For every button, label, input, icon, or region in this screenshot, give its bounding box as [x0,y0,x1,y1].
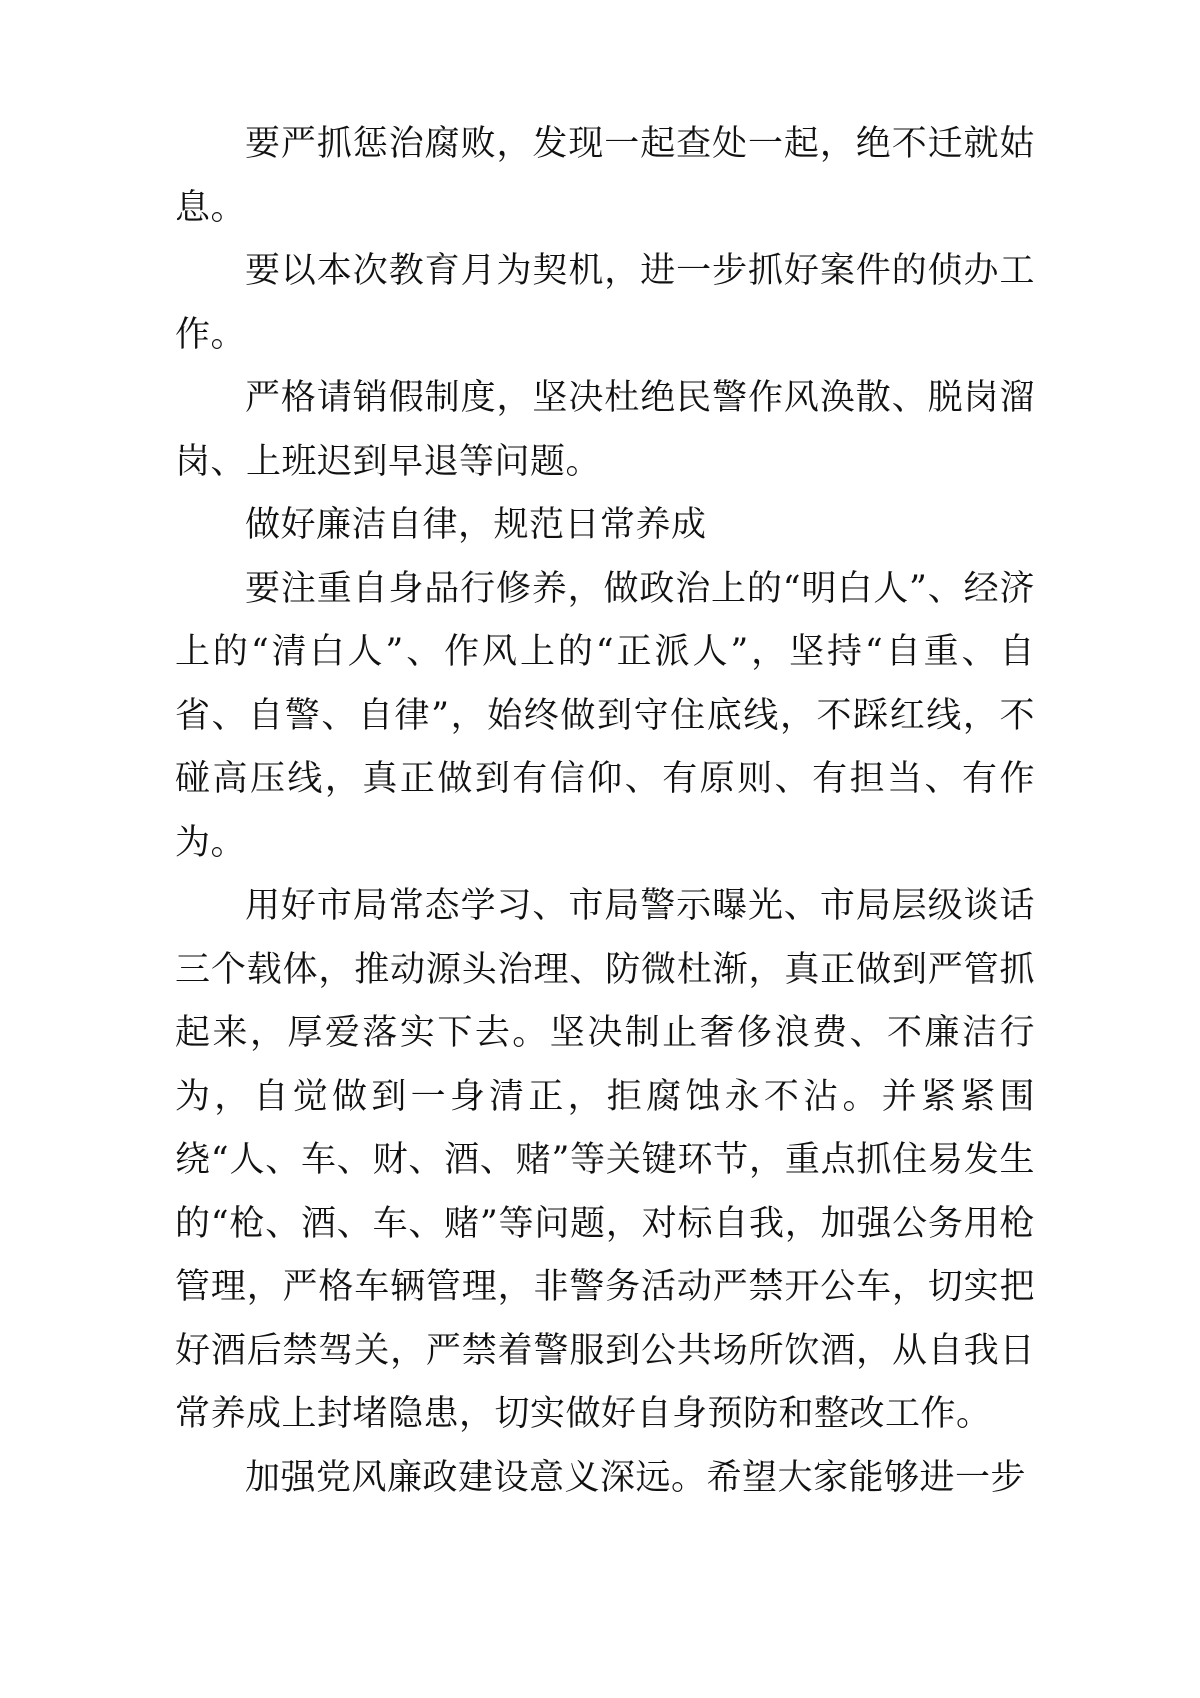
paragraph-2: 要以本次教育月为契机，进一步抓好案件的侦办工作。 [175,251,1035,355]
paragraph-5: 用好市局常态学习、市局警示曝光、市局层级谈话三个载体，推动源头治理、防微杜渐，真正做到严管抓起来，厚爱落实下去。坚决制止奢侈浪费、不廉洁行为，自觉做到一身清正，拒腐蚀永不沾。并紧紧围绕“人、车、财、酒、赌”等关键环节，重点抓住易发生的“枪、酒、车、赌”等问题，对标自我，加强公务用枪管理，严格车辆管理，非警务活动严禁开公车，切实把好酒后禁驾关，严禁着警服到公共场所饮酒，从自我日常养成上封堵隐患，切实做好自身预防和整改工作。 [175,886,1035,1434]
paragraph-4: 要注重自身品行修养，做政治上的“明白人”、经济上的“清白人”、作风上的“正派人”，坚持“自重、自省、自警、自律”，始终做到守住底线，不踩红线，不碰高压线，真正做到有信仰、有原则、有担当、有作为。 [175,568,1035,863]
document-body [175,113,1035,1510]
paragraph-6: 加强党风廉政建设意义深远。希望大家能够进一步 [245,1457,1027,1498]
section-heading: 做好廉洁自律，规范日常养成 [245,505,707,545]
paragraph-3: 严格请销假制度，坚决杜绝民警作风涣散、脱岗溜岗、上班迟到早退等问题。 [175,378,1035,482]
paragraph-1: 要严抓惩治腐败，发现一起查处一起，绝不迁就姑息。 [175,124,1035,228]
